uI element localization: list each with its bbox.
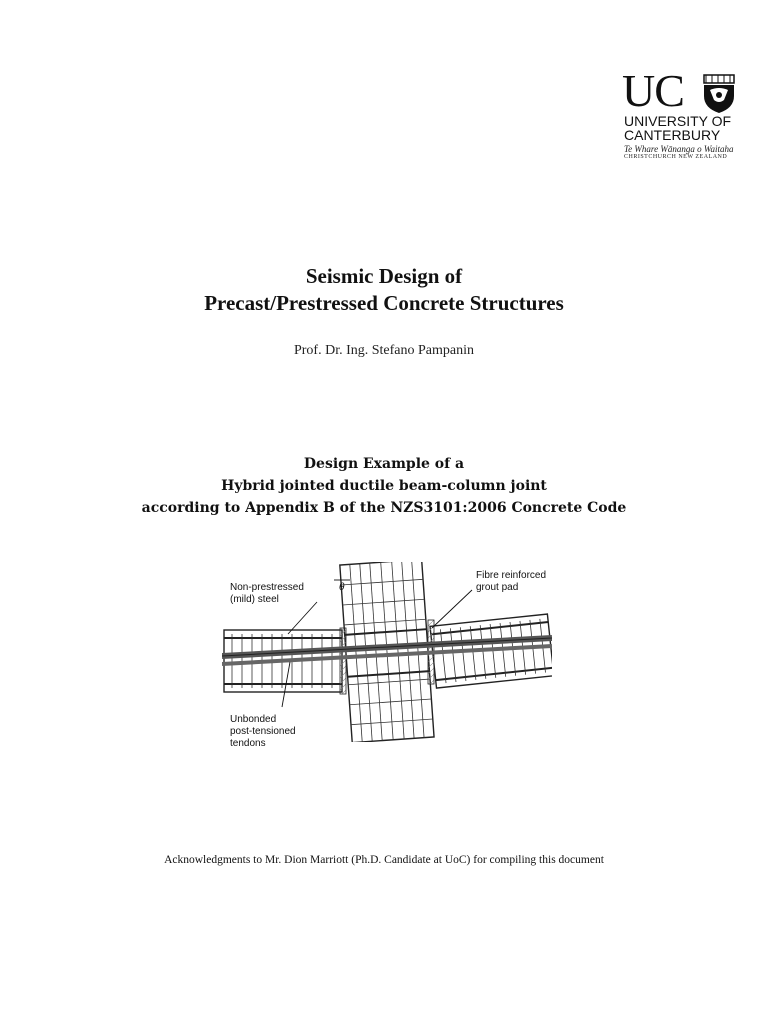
label-theta: θ xyxy=(339,582,345,593)
label-mild-steel-2: (mild) steel xyxy=(230,594,279,605)
label-grout-1: Fibre reinforced xyxy=(476,570,547,581)
logo-canterbury: CANTERBURY xyxy=(624,127,721,143)
label-tendons-3: tendons xyxy=(230,738,266,749)
grout-pad-left xyxy=(340,628,346,694)
title-line-2: Precast/Prestressed Concrete Structures xyxy=(204,291,564,315)
title-line-1: Seismic Design of xyxy=(305,264,463,288)
author: Prof. Dr. Ing. Stefano Pampanin xyxy=(293,343,475,358)
subtitle-line-3: according to Appendix B of the NZS3101:2006 Concrete Code xyxy=(141,500,627,516)
label-grout-2: grout pad xyxy=(476,582,519,593)
logo-maori-name: Te Whare Wānanga o Waitaha xyxy=(624,144,734,154)
acknowledgment: Acknowledgments to Mr. Dion Marriott (Ph.D. Candidate at UoC) for compiling this document xyxy=(164,854,604,866)
university-logo xyxy=(622,65,742,162)
logo-university-of: UNIVERSITY OF xyxy=(624,113,732,129)
logo-mark: UC xyxy=(622,65,684,116)
label-tendons-1: Unbonded xyxy=(230,714,277,725)
subtitle-line-1: Design Example of a xyxy=(303,456,465,472)
label-tendons-2: post-tensioned xyxy=(230,726,296,737)
label-mild-steel-1: Non-prestressed xyxy=(230,582,304,593)
joint-figure xyxy=(222,562,552,749)
subtitle-line-2: Hybrid jointed ductile beam-column joint xyxy=(221,478,547,494)
crest-icon xyxy=(702,74,736,114)
logo-city: CHRISTCHURCH NEW ZEALAND xyxy=(624,154,728,160)
